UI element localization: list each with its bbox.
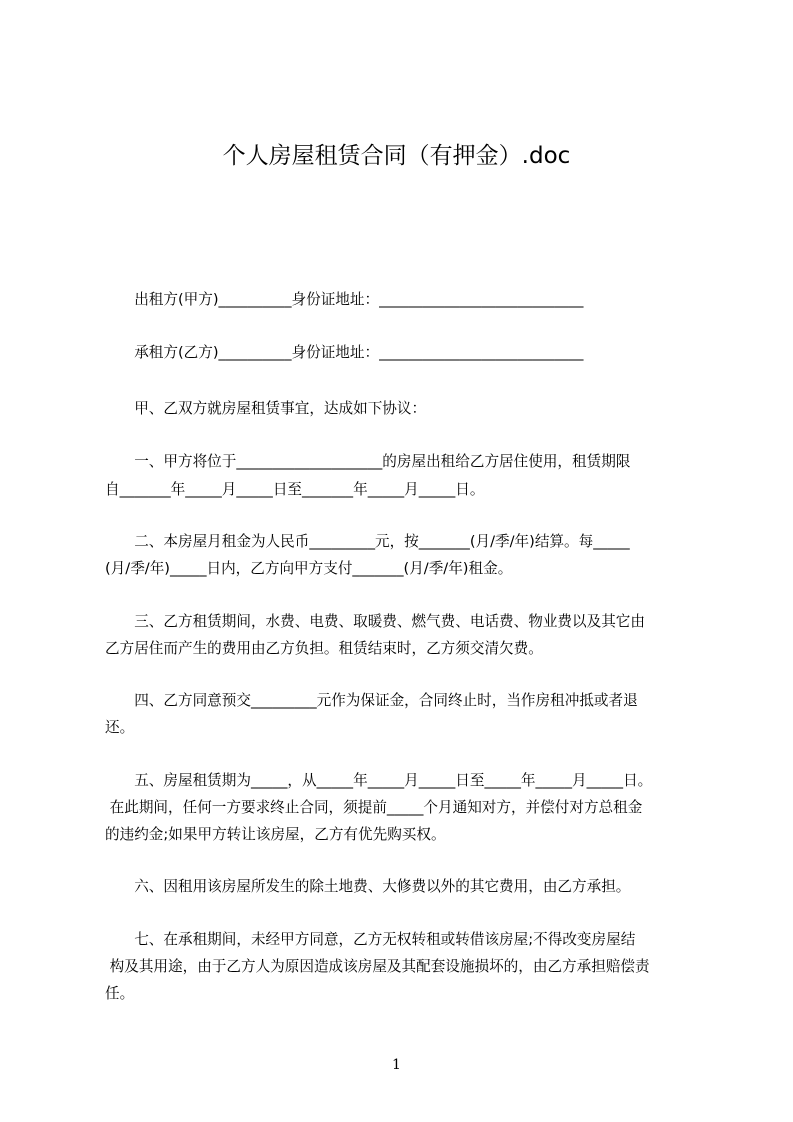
text-line-clause5-b: 在此期间，任何一方要求终止合同，须提前_____个月通知对方，并偿付对方总租金 bbox=[105, 799, 643, 816]
text-line-clause1-b: 自_______年_____月_____日至_______年_____月_____日。 bbox=[105, 481, 485, 498]
text-line-clause7-a: 七、在承租期间，未经甲方同意，乙方无权转租或转借该房屋;不得改变房屋结 bbox=[105, 931, 636, 948]
text-line-clause4-b: 还。 bbox=[105, 719, 135, 736]
text-line-lessor: 出租方(甲方)__________身份证地址：____________________________ bbox=[105, 291, 584, 308]
text-line-clause7-c: 任。 bbox=[105, 985, 135, 1002]
text-line-lessee: 承租方(乙方)__________身份证地址：____________________________ bbox=[105, 344, 584, 361]
page-number: 1 bbox=[392, 1057, 401, 1073]
text-line-clause7-b: 构及其用途，由于乙方人为原因造成该房屋及其配套设施损坏的，由乙方承担赔偿责 bbox=[105, 958, 650, 975]
text-line-clause3-b: 乙方居住而产生的费用由乙方负担。租赁结束时，乙方须交清欠费。 bbox=[105, 640, 543, 657]
document-title: 个人房屋租赁合同（有押金）.doc bbox=[222, 143, 571, 169]
text-line-clause5-a: 五、房屋租赁期为_____，从_____年_____月_____日至_____年_____月_____日。 bbox=[105, 772, 653, 789]
text-line-clause2-a: 二、本房屋月租金为人民币_________元，按_______(月/季/年)结算。每_____ bbox=[105, 533, 630, 550]
text-line-clause6: 六、因租用该房屋所发生的除土地费、大修费以外的其它费用，由乙方承担。 bbox=[105, 878, 631, 895]
text-line-clause1-a: 一、甲方将位于____________________的房屋出租给乙方居住使用，租赁期限 bbox=[105, 453, 631, 470]
text-line-preamble: 甲、乙双方就房屋租赁事宜，达成如下协议： bbox=[105, 400, 427, 417]
text-line-clause3-a: 三、乙方租赁期间，水费、电费、取暖费、燃气费、电话费、物业费以及其它由 bbox=[105, 613, 645, 630]
text-line-clause2-b: (月/季/年)_____日内，乙方向甲方支付_______(月/季/年)租金。 bbox=[105, 560, 513, 577]
text-line-clause5-c: 的违约金;如果甲方转让该房屋，乙方有优先购买权。 bbox=[105, 826, 446, 843]
text-line-clause4-a: 四、乙方同意预交_________元作为保证金，合同终止时，当作房租冲抵或者退 bbox=[105, 692, 638, 709]
